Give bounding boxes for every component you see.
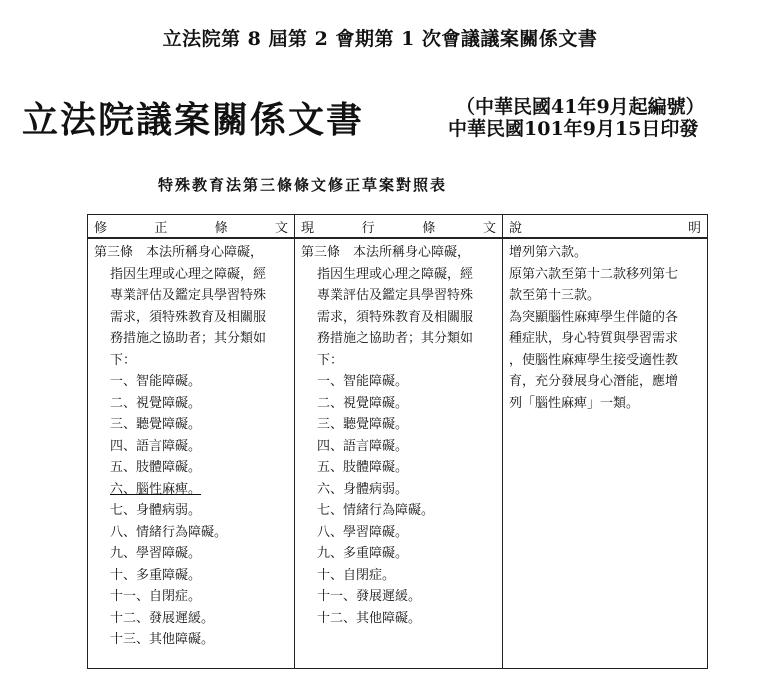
table-header-row — [88, 215, 708, 239]
explanation-line: 原第六款至第十二款移列第七 — [509, 266, 679, 282]
explanation-line: 育，充分發展身心潛能，應增 — [509, 374, 679, 389]
document-masthead: 立法院議案關係文書 — [22, 99, 365, 141]
header-revised-char: 正 — [154, 220, 168, 236]
category-item: 三、聽覺障礙。 — [317, 417, 409, 432]
header-revised-char: 修 — [94, 220, 108, 236]
header-revised-char: 文 — [274, 220, 288, 236]
category-item: 十二、其他障礙。 — [317, 610, 422, 626]
header-current-char: 現 — [301, 220, 315, 236]
publication-numbering: （中華民國41年9月起編號） — [456, 96, 705, 118]
article-line: 專業評估及鑑定具學習特殊 — [110, 288, 267, 303]
article-line: 需求，須特殊教育及相關服 — [110, 309, 267, 325]
header-current-char: 條 — [422, 220, 436, 236]
explanation-cell — [503, 238, 708, 669]
category-item: 十、多重障礙。 — [110, 567, 202, 583]
article-line: 專業評估及鑑定具學習特殊 — [317, 288, 474, 303]
category-item: 一、智能障礙。 — [110, 374, 202, 389]
category-item: 八、學習障礙。 — [317, 524, 409, 540]
header-revised — [88, 215, 295, 239]
article-line: 下： — [110, 352, 137, 368]
explanation-line: 增列第六款。 — [509, 245, 588, 260]
header-current-char: 文 — [482, 220, 496, 236]
article-line: 指因生理或心理之障礙，經 — [110, 266, 267, 282]
header-note-char: 明 — [687, 220, 701, 236]
category-item: 五、肢體障礙。 — [317, 460, 409, 475]
category-item: 四、語言障礙。 — [110, 438, 202, 454]
explanation-line: 為突顯腦性麻痺學生伴隨的各 — [509, 309, 679, 325]
session-title: 立法院第 8 屆第 2 會期第 1 次會議議案關係文書 — [162, 28, 598, 50]
category-item: 八、情緒行為障礙。 — [110, 524, 228, 540]
current-text-cell — [295, 238, 503, 669]
article-line: 第三條 本法所稱身心障礙， — [94, 245, 264, 260]
publication-date: 中華民國101年9月15日印發 — [448, 118, 699, 140]
category-item: 十三、其他障礙。 — [110, 632, 215, 647]
table-title: 特殊教育法第三條條文修正草案對照表 — [158, 176, 448, 194]
publication-info — [448, 96, 705, 140]
category-item: 四、語言障礙。 — [317, 438, 409, 454]
comparison-table — [87, 214, 708, 669]
explanation-line: ，使腦性麻痺學生接受適性教 — [509, 352, 679, 368]
category-item: 九、學習障礙。 — [110, 546, 202, 561]
category-item: 六、身體病弱。 — [317, 481, 409, 497]
explanation-line: 種症狀，身心特質與學習需求 — [509, 331, 679, 346]
category-item: 五、肢體障礙。 — [110, 460, 202, 475]
article-line: 指因生理或心理之障礙，經 — [317, 266, 474, 282]
category-item: 三、聽覺障礙。 — [110, 417, 202, 432]
revised-text-cell — [88, 238, 295, 669]
category-item-added: 六、腦性麻痺。 — [110, 481, 202, 497]
header-note — [503, 215, 708, 239]
category-item: 二、視覺障礙。 — [317, 395, 409, 411]
category-item: 九、多重障礙。 — [317, 546, 409, 561]
header-current — [295, 215, 503, 239]
category-item: 七、情緒行為障礙。 — [317, 503, 435, 518]
article-line: 務措施之協助者；其分類如 — [110, 331, 267, 346]
header-current-char: 行 — [361, 220, 375, 236]
explanation-line: 列「腦性麻痺」一類。 — [509, 395, 640, 411]
article-line: 第三條 本法所稱身心障礙， — [301, 245, 471, 260]
category-item: 七、身體病弱。 — [110, 503, 202, 518]
article-line: 務措施之協助者；其分類如 — [317, 331, 474, 346]
header-note-char: 說 — [509, 220, 523, 236]
table-body-row — [88, 238, 708, 669]
article-line: 需求，須特殊教育及相關服 — [317, 309, 474, 325]
category-item: 二、視覺障礙。 — [110, 395, 202, 411]
category-item: 十二、發展遲緩。 — [110, 610, 215, 626]
category-item: 十一、發展遲緩。 — [317, 589, 422, 604]
category-item: 十、自閉症。 — [317, 567, 396, 583]
explanation-line: 款至第十三款。 — [509, 288, 601, 303]
header-revised-char: 條 — [214, 220, 228, 236]
category-item: 十一、自閉症。 — [110, 589, 202, 604]
category-item: 一、智能障礙。 — [317, 374, 409, 389]
article-line: 下： — [317, 352, 344, 368]
